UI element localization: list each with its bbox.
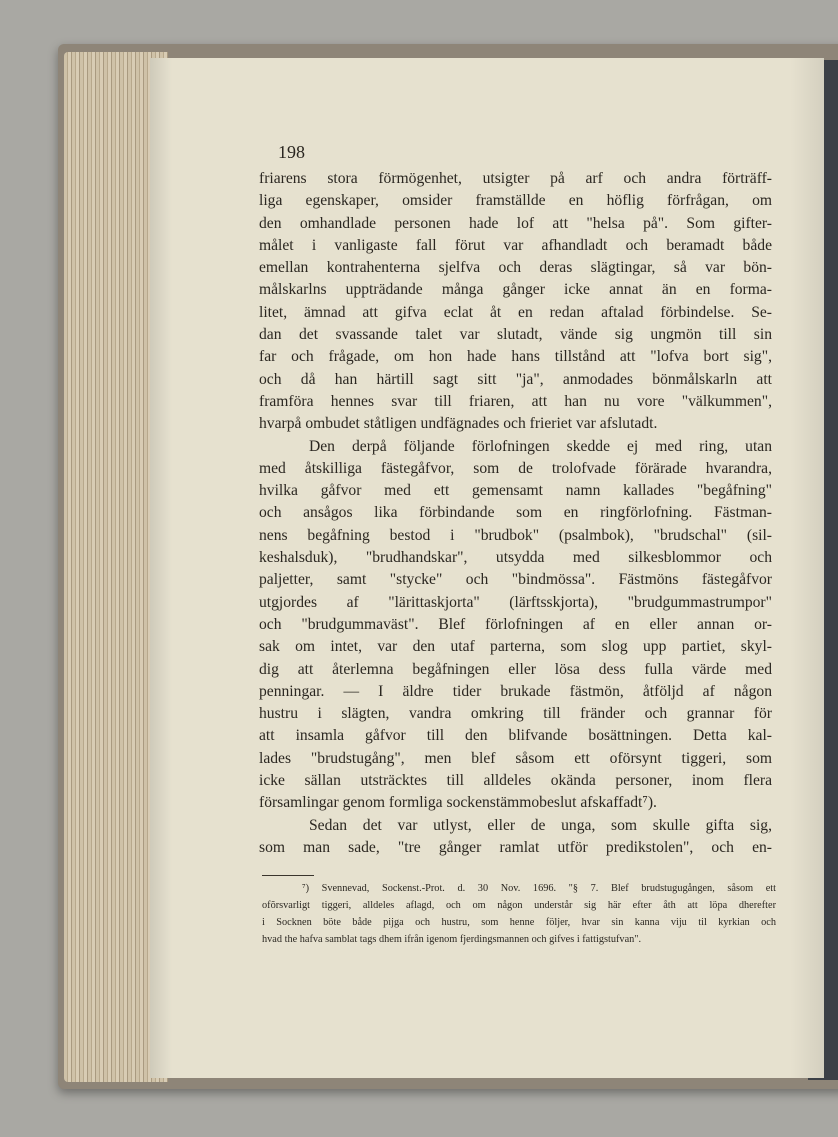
text-line: Den derpå följande förlofningen skedde ej med ring, utan bbox=[309, 437, 772, 455]
text-line: och "brudgummaväst". Blef förlofningen af en eller annan or- bbox=[259, 615, 772, 633]
text-line: framföra hennes svar till friaren, att han nu vore "välkummen", bbox=[259, 392, 772, 410]
text-line: Sedan det var utlyst, eller de unga, som skulle gifta sig, bbox=[309, 816, 772, 834]
text-line: målskarlns uppträdande många gånger icke annat än en forma- bbox=[259, 281, 772, 299]
text-line: att insamla gåfvor till den blifvande bosättningen. Detta kal- bbox=[259, 727, 772, 745]
footnote-line: ofõrsvarligt tiggeri, alldeles aflagd, och om någon understår sig här efter åth att löpa dherefter bbox=[262, 900, 776, 911]
text-line: församlingar genom formliga sockenstämmobeslut afskaffadt⁷). bbox=[259, 794, 657, 812]
text-line: med åtskilliga fästegåfvor, som de trolofvade förärade hvarandra, bbox=[259, 459, 772, 477]
text-line: friarens stora förmögenhet, utsigter på arf och andra förträff- bbox=[259, 170, 772, 187]
text-line: litet, ämnad att gifva eclat åt en redan aftalad förbindelse. Se- bbox=[259, 303, 772, 321]
text-line: och då han härtill sagt sitt "ja", anmodades bönmålskarln att bbox=[259, 370, 772, 388]
text-line: nens begåfning bestod i "brudbok" (psalmbok), "brudschal" (sil- bbox=[259, 526, 772, 544]
footnote-line: i Socknen böte både pijga och hustru, som henne följer, hvar sin kanna viju til kyrkian och bbox=[262, 917, 776, 928]
text-line: och ansågos lika förbindande som en ringförlofning. Fästman- bbox=[259, 504, 772, 522]
body-text bbox=[259, 168, 772, 859]
text-line: lades "brudstugång", men blef såsom ett oförsynt tiggeri, som bbox=[259, 749, 772, 767]
text-line: dig att återlemna begåfningen eller lösa dess fulla värde med bbox=[259, 660, 772, 678]
text-line: hustru i slägten, vandra omkring till fränder och grannar för bbox=[259, 705, 772, 723]
text-line: utgjordes af "lärittaskjorta" (lärftsskjorta), "brudgummastrumpor" bbox=[259, 593, 772, 611]
text-line: paljetter, samt "stycke" och "bindmössa". Fästmöns fästegåfvor bbox=[259, 571, 772, 589]
text-line: hvilka gåfvor med ett gemensamt namn kallades "begåfning" bbox=[259, 482, 772, 500]
text-line: sak om intet, var den utaf parterna, som slog upp partiet, skyl- bbox=[259, 638, 772, 656]
footnote-line: ⁷) Svennevad, Sockenst.-Prot. d. 30 Nov. 1696. "§ 7. Blef brudstugugången, såsom ett bbox=[302, 883, 776, 894]
text-line: hvarpå ombudet ståtligen undfägnades och frieriet var afslutadt. bbox=[259, 415, 658, 433]
text-line: keshalsduk), "brudhandskar", utsydda med silkesblommor och bbox=[259, 549, 772, 567]
text-line: målet i vanligaste fall förut var afhandladt och beramadt både bbox=[259, 236, 772, 254]
text-line: icke sällan utsträcktes till alldeles okända personer, inom flera bbox=[259, 772, 772, 790]
footnote bbox=[262, 880, 776, 948]
page-number: 198 bbox=[278, 142, 305, 162]
text-line: penningar. — I äldre tider brukade fästmön, åtföljd af någon bbox=[259, 682, 772, 700]
text-line: liga egenskaper, omsider framställde en höflig förfrågan, om bbox=[259, 192, 772, 210]
footnote-line: hvad the hafva samblat tags dhem ifrån igenom fjerdingsmannen och gifves i fattigstufvan". bbox=[262, 934, 642, 945]
footnote-divider bbox=[262, 875, 314, 876]
text-line: dan det svassande talet var slutadt, vände sig ungmön till sin bbox=[259, 326, 772, 344]
text-line: den omhandlade personen hade lof att "helsa på". Som gifter- bbox=[259, 214, 772, 232]
text-line: emellan kontrahenterna sjelfva och deras slägtingar, så var bön- bbox=[259, 259, 772, 277]
text-line: som man sade, "tre gånger ramlat utför predikstolen", och en- bbox=[259, 838, 772, 856]
text-line: far och frågade, om hon hade hans tillstånd att "lofva bort sig", bbox=[259, 348, 772, 366]
